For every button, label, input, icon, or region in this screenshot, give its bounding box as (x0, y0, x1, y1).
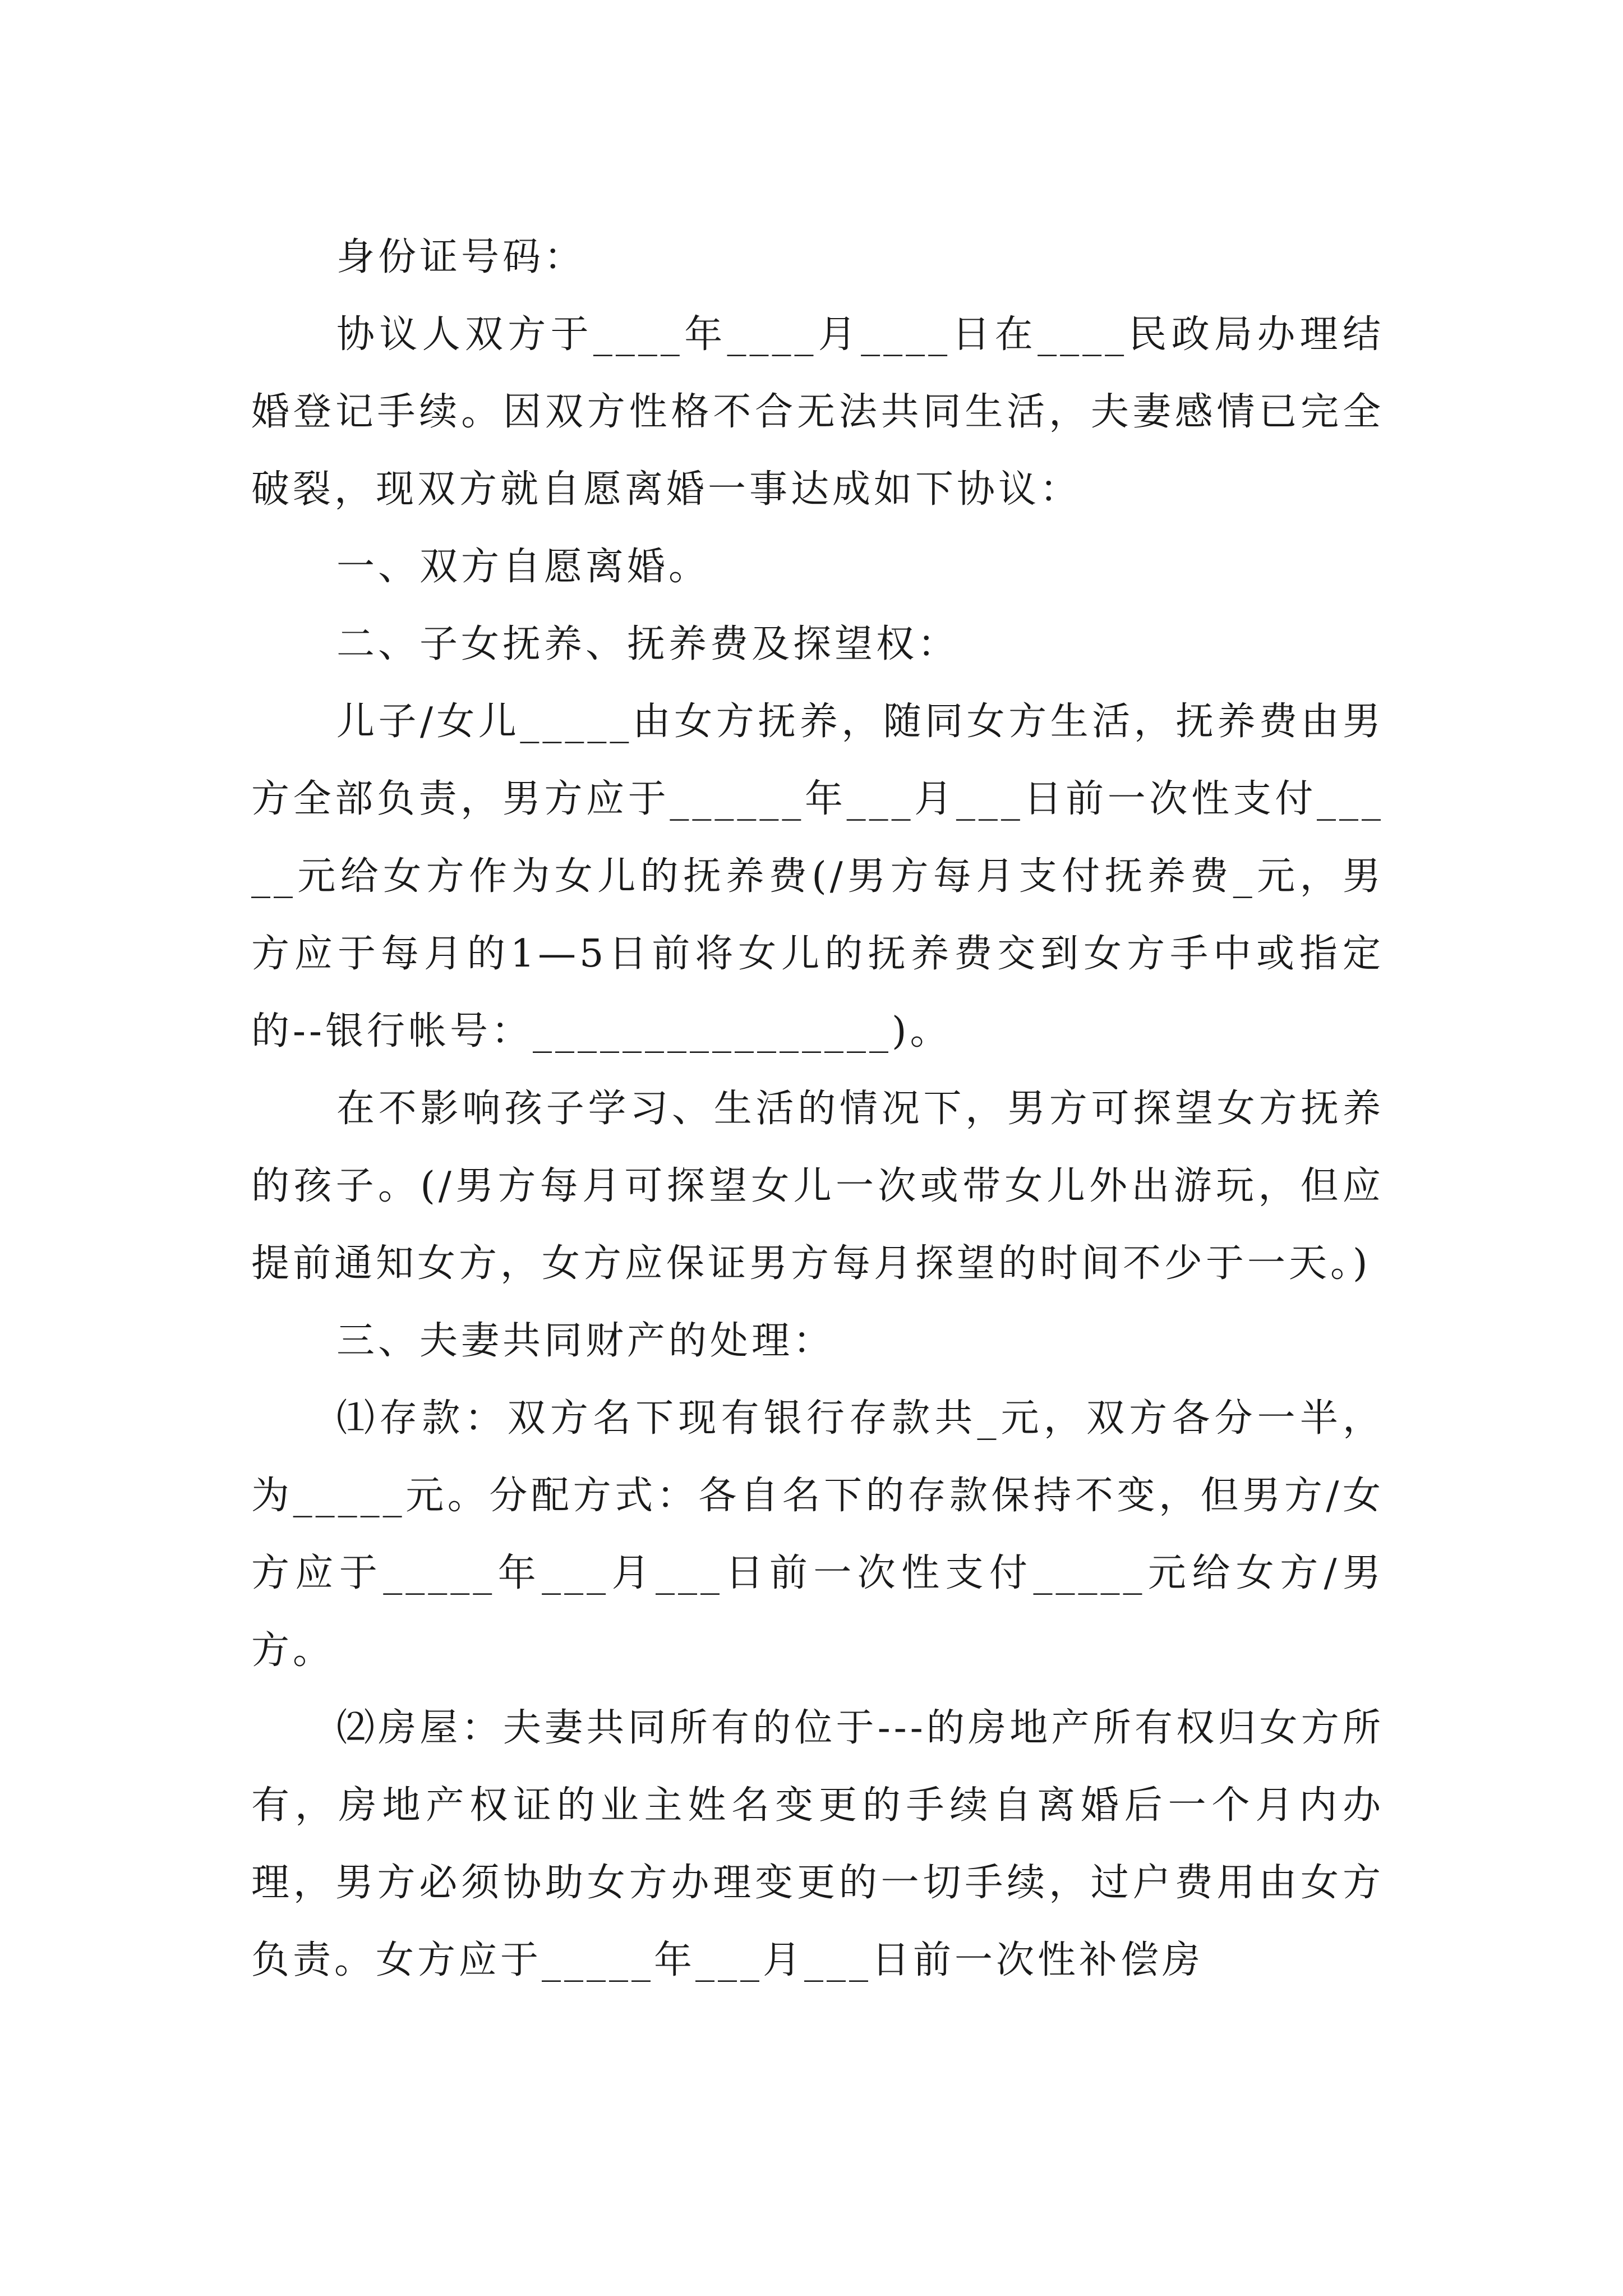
paragraph-house: ⑵房屋：夫妻共同所有的位于---的房地产所有权归女方所有，房地产权证的业主姓名变更的手续自离婚后一个月内办理，男方必须协助女方办理变更的一切手续，过户费用由女方负责。女方应于_____年___月___日前一次性补偿房 (251, 1706, 1384, 1982)
paragraph-savings: ⑴存款：双方名下现有银行存款共_元，双方各分一半，为_____元。分配方式：各自名下的存款保持不变，但男方/女方应于_____年___月___日前一次性支付_____元给女方/男方。 (251, 1396, 1384, 1673)
paragraph-agreement-intro: 协议人双方于____年____月____日在____民政局办理结婚登记手续。因双方性格不合无法共同生活，夫妻感情已完全破裂，现双方就自愿离婚一事达成如下协议： (251, 312, 1384, 512)
document-body (251, 219, 1384, 1999)
paragraph-child-support: 儿子/女儿_____由女方抚养，随同女方生活，抚养费由男方全部负责，男方应于______年___月___日前一次性支付_____元给女方作为女儿的抚养费(/男方每月支付抚养费_元，男方应于每月的1—5日前将女儿的抚养费交到女方手中或指定的--银行帐号：________________)。 (251, 700, 1384, 1053)
paragraph-clause-3-heading: 三、夫妻共同财产的处理： (336, 1319, 835, 1363)
paragraph-clause-1: 一、双方自愿离婚。 (336, 545, 711, 589)
paragraph-visitation: 在不影响孩子学习、生活的情况下，男方可探望女方抚养的孩子。(/男方每月可探望女儿一次或带女儿外出游玩，但应提前通知女方，女方应保证男方每月探望的时间不少于一天。) (251, 1087, 1384, 1286)
paragraph-clause-2-heading: 二、子女抚养、抚养费及探望权： (336, 622, 960, 666)
paragraph-id-number: 身份证号码： (336, 235, 586, 279)
